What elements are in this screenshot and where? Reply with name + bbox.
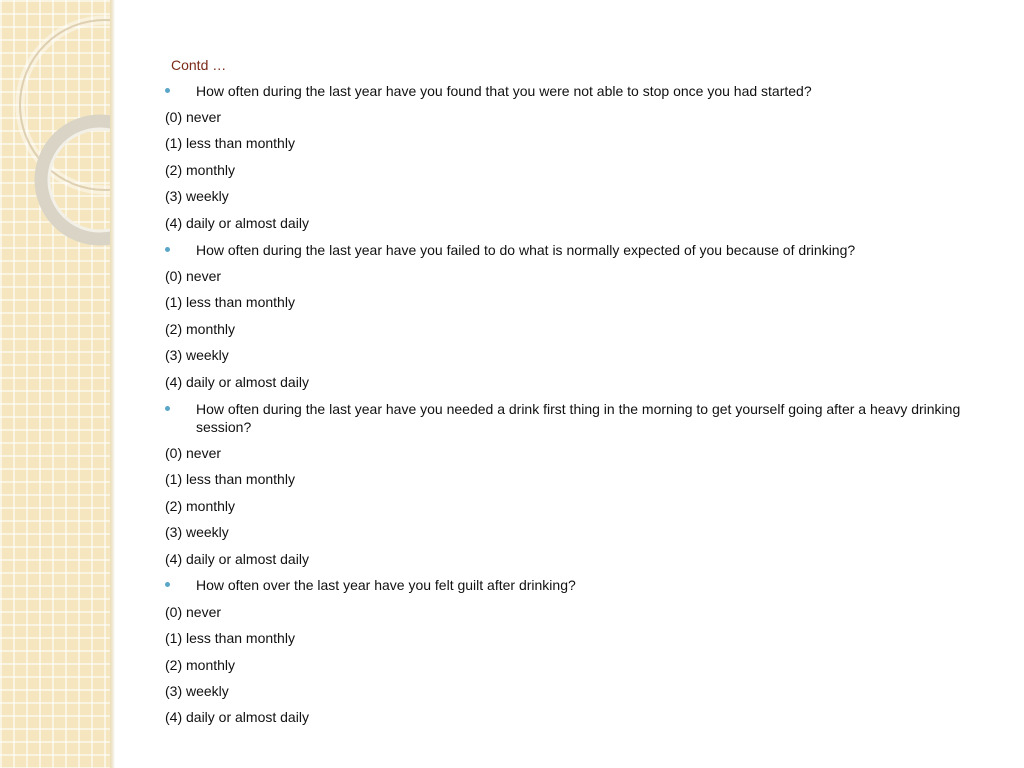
side-panel-edge [110,0,115,768]
decorative-side-panel [0,0,113,768]
answer-option: (0) never [165,445,222,461]
question-text: How often over the last year have you felt guilt after drinking? [196,577,576,593]
decorative-rings [0,0,113,768]
question-text: How often during the last year have you needed a drink first thing in the morning to get yourself going after a heavy drinking session? [196,401,961,435]
answer-option: (2) monthly [165,498,236,514]
bullet-icon [165,88,170,93]
answer-option: (1) less than monthly [165,471,295,487]
bullet-icon [165,247,170,252]
answer-option: (2) monthly [165,657,236,673]
answer-option: (4) daily or almost daily [165,709,309,725]
bullet-icon [165,406,170,411]
answer-option: (4) daily or almost daily [165,374,309,390]
large-ring-edge [20,20,113,190]
question-3 [165,400,985,436]
answer-option: (2) monthly [165,321,236,337]
answer-option: (4) daily or almost daily [165,551,309,567]
small-ring [42,122,113,238]
answer-option: (1) less than monthly [165,630,295,646]
question-4 [165,576,985,594]
question-1 [165,82,985,100]
slide-heading: Contd … [171,57,227,73]
question-text: How often during the last year have you found that you were not able to stop once you had started? [196,83,812,99]
bullet-icon [165,582,170,587]
answer-option: (2) monthly [165,162,236,178]
answer-option: (3) weekly [165,524,229,540]
answer-option: (3) weekly [165,683,229,699]
question-text: How often during the last year have you failed to do what is normally expected of you because of drinking? [196,242,856,258]
large-ring [20,20,113,190]
answer-option: (4) daily or almost daily [165,215,309,231]
question-2 [165,241,985,259]
answer-option: (1) less than monthly [165,135,295,151]
answer-option: (0) never [165,109,222,125]
answer-option: (0) never [165,604,222,620]
answer-option: (3) weekly [165,347,229,363]
answer-option: (0) never [165,268,222,284]
answer-option: (1) less than monthly [165,294,295,310]
answer-option: (3) weekly [165,188,229,204]
